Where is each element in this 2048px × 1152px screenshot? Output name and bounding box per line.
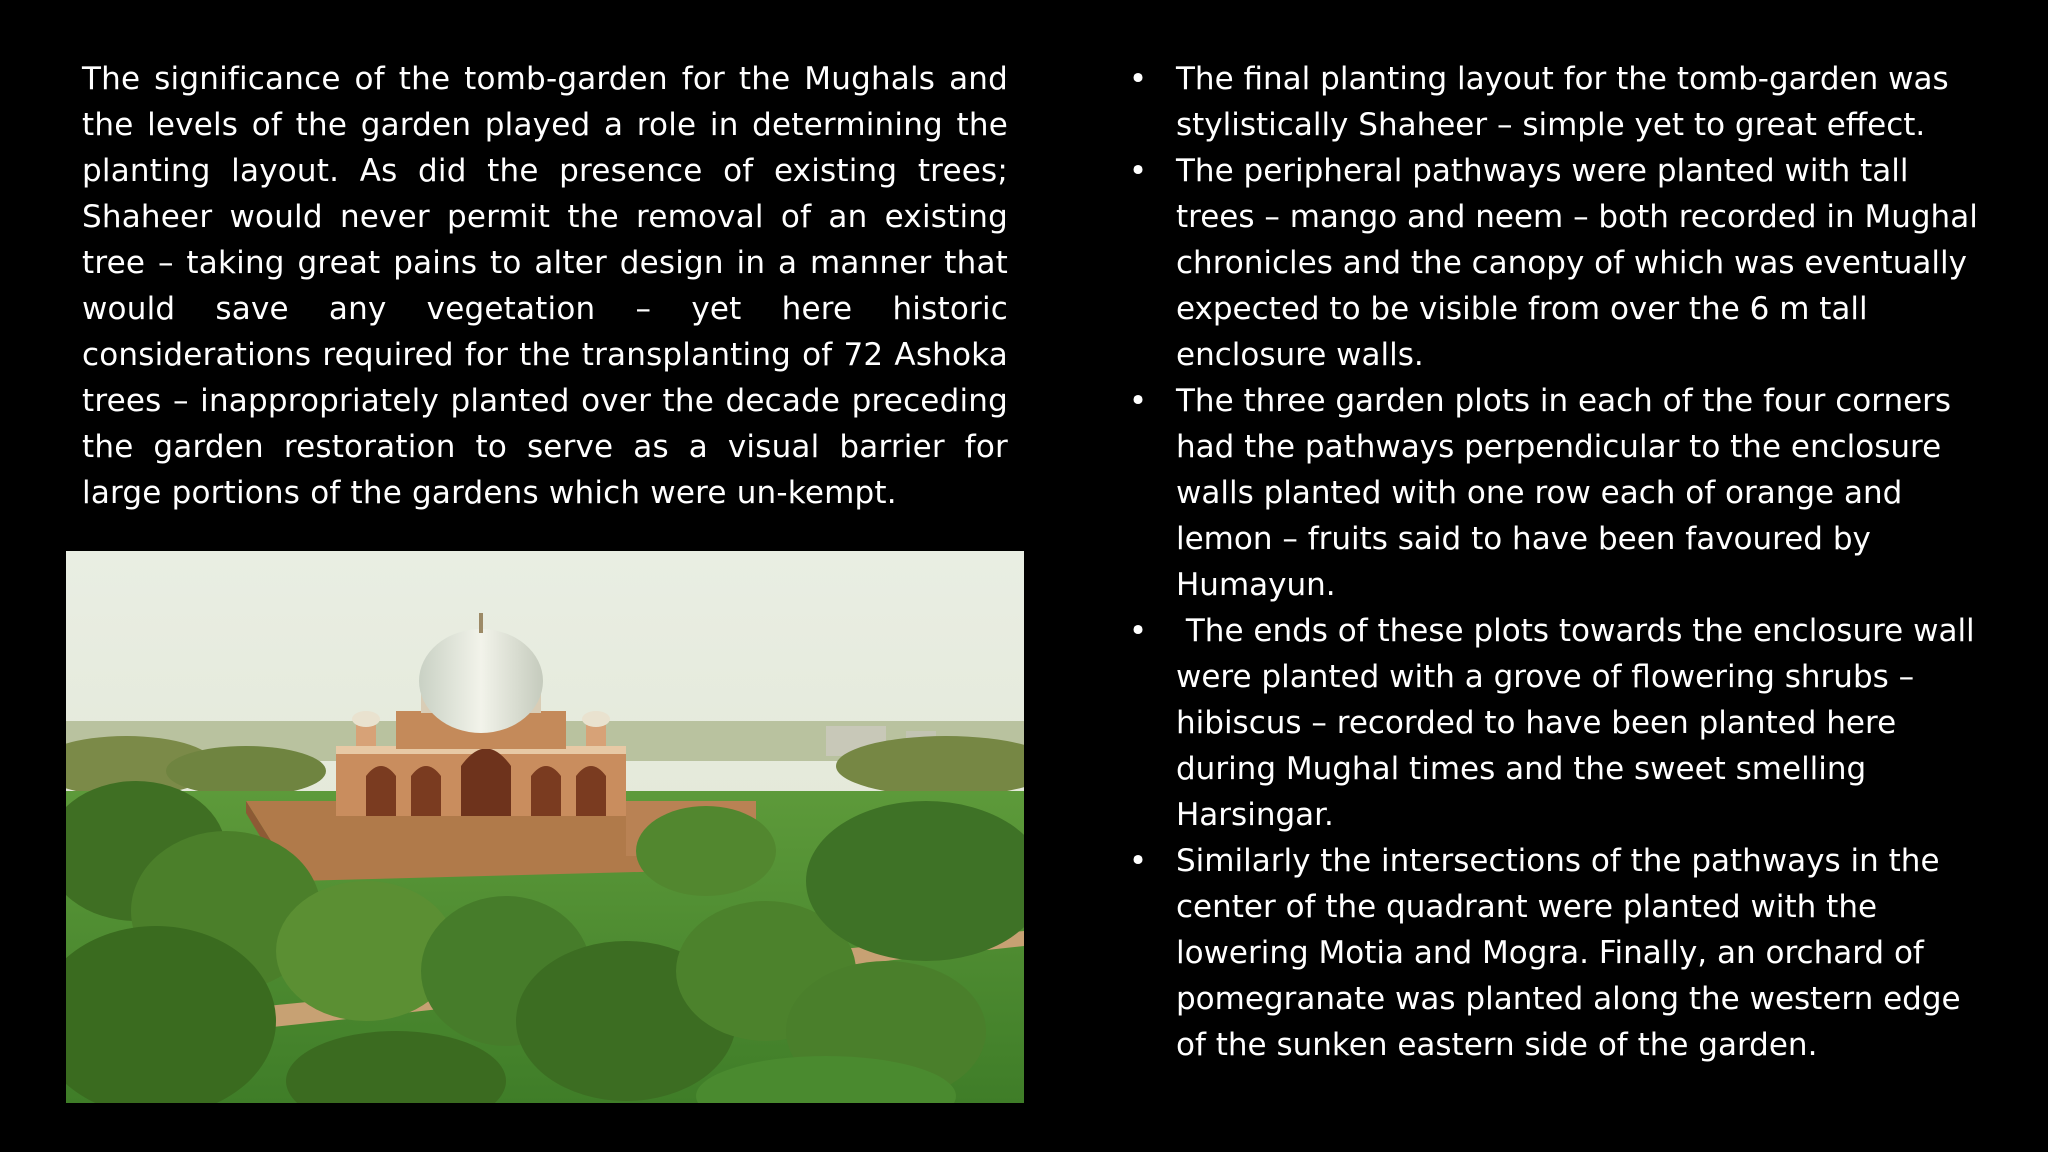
- list-item: [1128, 608, 1985, 838]
- list-item: [1128, 56, 1978, 148]
- bullet-icon: •: [1128, 843, 1148, 879]
- bullet-icon: •: [1128, 153, 1148, 189]
- planting-bullet-list: [1128, 56, 1985, 1068]
- bullet-icon: •: [1128, 383, 1148, 419]
- list-item: [1128, 148, 1978, 378]
- list-item-text: Similarly the intersections of the pathways in the center of the quadrant were planted with the lowering Motia and Mogra. Finally, an orchard of pomegranate was planted along the western edge of the sunken eastern side of the garden.: [1176, 843, 1961, 1063]
- list-item-text: The final planting layout for the tomb-garden was stylistically Shaheer – simple yet to great effect.: [1176, 61, 1949, 143]
- list-item-text: The three garden plots in each of the four corners had the pathways perpendicular to the enclosure walls planted with one row each of orange and lemon – fruits said to have been favoured by Humayun.: [1176, 383, 1952, 603]
- bullet-icon: •: [1128, 61, 1148, 97]
- list-item: [1128, 378, 1978, 608]
- intro-paragraph: The significance of the tomb-garden for the Mughals and the levels of the garden played a role in determining the planting layout. As did the presence of existing trees; Shaheer would never permit the removal of an existing tree – taking great pains to alter design in a manner that would save any vegetation – yet here historic considerations required for the transplanting of 72 Ashoka trees – inappropriately planted over the decade preceding the garden restoration to serve as a visual barrier for large portions of the gardens which were un-kempt.: [82, 61, 1008, 511]
- list-item-text: The peripheral pathways were planted with tall trees – mango and neem – both recorded in Mughal chronicles and the canopy of which was eventually expected to be visible from over the 6 m tall enclosure walls.: [1176, 153, 1978, 373]
- bullet-icon: •: [1128, 613, 1148, 649]
- tomb-garden-photo: [66, 551, 1024, 1103]
- list-item-text: The ends of these plots towards the enclosure wall were planted with a grove of flowering shrubs – hibiscus – recorded to have been planted here during Mughal times and the sweet smelling Harsingar.: [1176, 613, 1985, 833]
- list-item: [1128, 838, 1978, 1068]
